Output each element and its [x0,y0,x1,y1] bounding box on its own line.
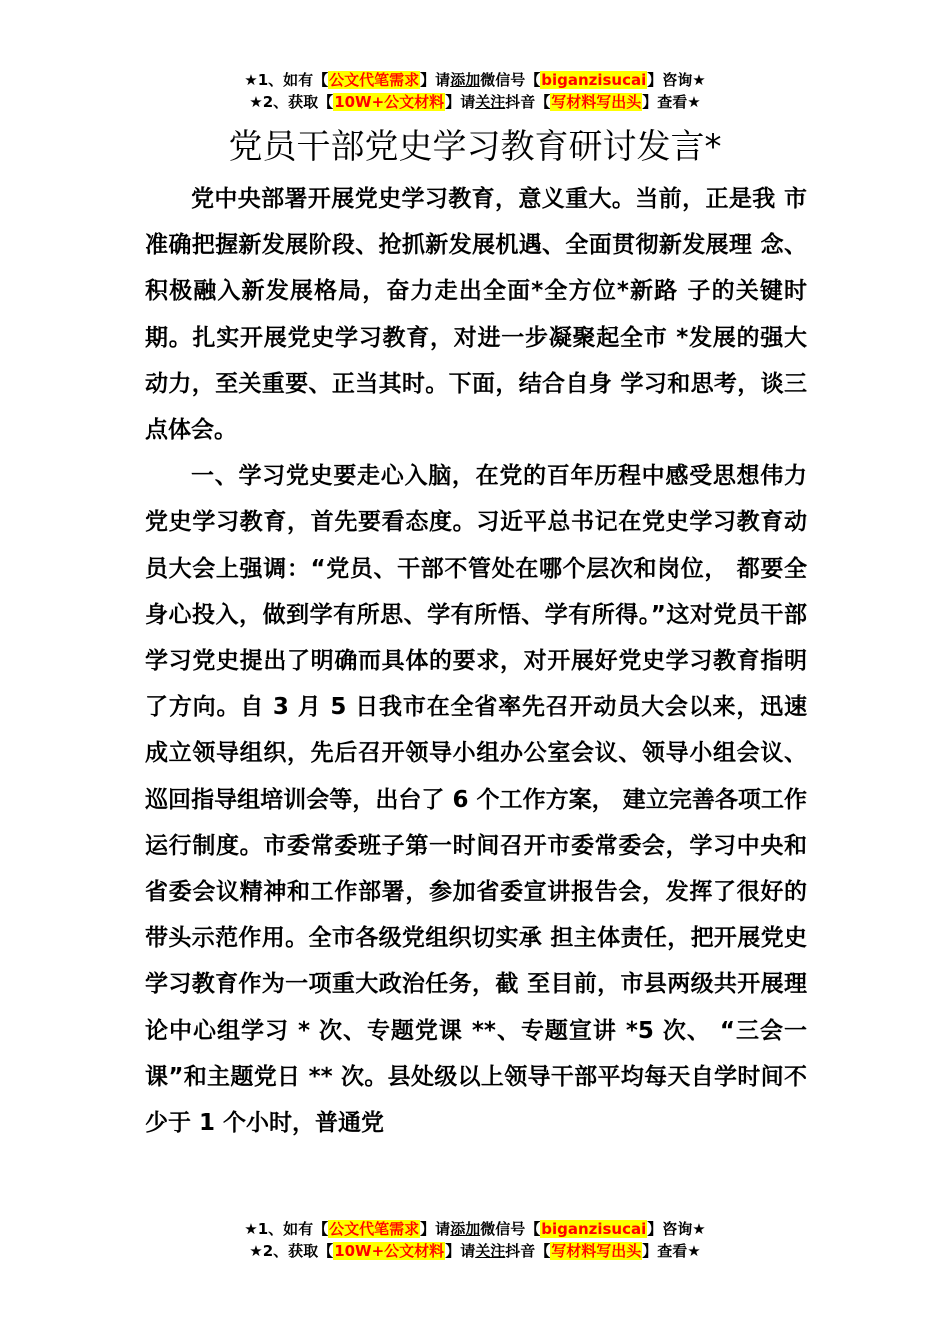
banner-underline: 关注 [475,1242,506,1260]
banner-text: ★2、获取【 [249,93,334,111]
banner-text: 微信号【 [480,1220,541,1238]
document-body [145,176,807,1146]
banner-highlight: 写材料写出头 [551,93,642,111]
banner-text: 抖音【 [505,1242,551,1260]
banner-highlight: 10W+公文材料 [334,93,445,111]
banner-line-2 [0,91,950,113]
banner-highlight: 写材料写出头 [551,1242,642,1260]
paragraph-intro: 党中央部署开展党史学习教育，意义重大。当前，正是我 市准确把握新发展阶段、抢抓新发展机遇、全面贯彻新发展理 念、积极融入新发展格局，奋力走出全面*全方位*新路 子的关键时期。扎实开展党史学习教育，对进一步凝聚起全市 *发展的强大动力，至关重要、正当其时。下面，结合自身 学习和思考，谈三点体会。 [145,186,807,444]
banner-text: 】请 [420,1220,451,1238]
banner-underline: 关注 [475,93,506,111]
banner-highlight: biganzisucai [541,1220,647,1238]
banner-text: 】咨询★ [647,71,706,89]
banner-underline: 添加 [450,71,481,89]
banner-underline: 添加 [450,1220,481,1238]
banner-text: 微信号【 [480,71,541,89]
banner-line-1 [0,1218,950,1240]
banner-highlight: 公文代笔需求 [329,1220,420,1238]
banner-text: 】请 [445,1242,476,1260]
document-title: 党员干部党史学习教育研讨发言* [228,127,722,167]
banner-line-1 [0,69,950,91]
banner-highlight: 10W+公文材料 [334,1242,445,1260]
banner-text: 抖音【 [505,93,551,111]
banner-text: 】查看★ [642,93,701,111]
footer-banner [0,1218,950,1262]
banner-highlight: biganzisucai [541,71,647,89]
banner-text: 】请 [420,71,451,89]
header-banner [0,69,950,113]
banner-line-2 [0,1240,950,1262]
banner-text: ★1、如有【 [244,1220,329,1238]
banner-text: ★1、如有【 [244,71,329,89]
paragraph-section-1: 一、学习党史要走心入脑，在党的百年历程中感受思想伟力党史学习教育，首先要看态度。习近平总书记在党史学习教育动员大会上强调：“党员、干部不管处在哪个层次和岗位， 都要全身心投入，做到学有所思、学有所悟、学有所得。”这对党员干部学习党史提出了明确而具体的要求，对开展好党史学习教育指明了方向。自 3 月 5 日我市在全省率先召开动员大会以来，迅速成立领导组织，先后召开领导小组办公室会议、领导小组会议、巡回指导组培训会等，出台了 6 个工作方案， 建立完善各项工作运行制度。市委常委班子第一时间召开市委常委会，学习中央和省委会议精神和工作部署，参加省委宣讲报告会，发挥了很好的带头示范作用。全市各级党组织切实承 担主体责任，把开展党史学习教育作为一项重大政治任务，截 至目前，市县两级共开展理论中心组学习 * 次、专题党课 **、专题宣讲 *5 次、 “三会一课”和主题党日 ** 次。县处级以上领导干部平均每天自学时间不少于 1 个小时，普通党 [145,463,807,1137]
banner-highlight: 公文代笔需求 [329,71,420,89]
banner-text: ★2、获取【 [249,1242,334,1260]
banner-text: 】查看★ [642,1242,701,1260]
banner-text: 】请 [445,93,476,111]
banner-text: 】咨询★ [647,1220,706,1238]
